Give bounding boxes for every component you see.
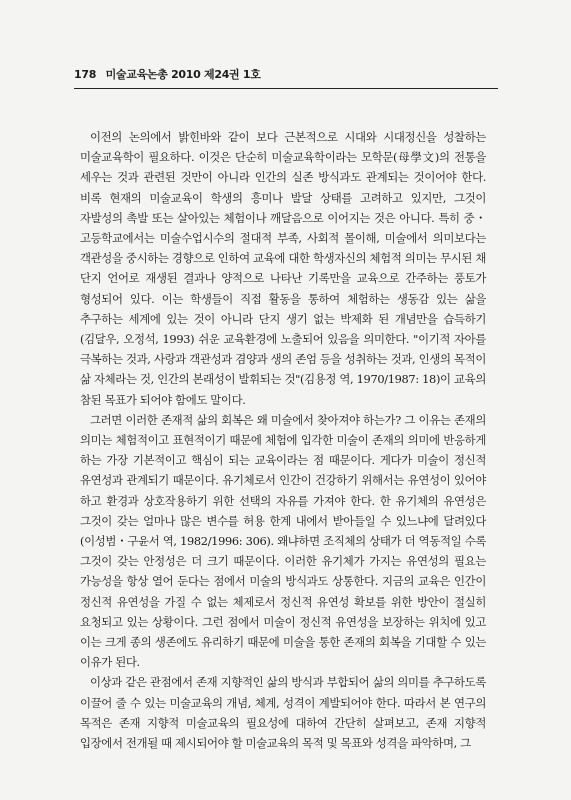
paragraph-3: 이상과 같은 관점에서 존재 지향적인 삶의 방식과 부합되어 삶의 의미를 추구하도록 이끌어 줄 수 있는 미술교육의 개념, 체계, 성격이 계발되어야 한다. 따라서 본 연구의 목적은 존재 지향적 미술교육의 필요성에 대하여 간단히 살펴보고, 존재 지향적 입장에서 전개될 때 제시되어야 할 미술교육의 목적 및 목표와 성격을 파악하며, 그 bbox=[80, 675, 486, 751]
header-divider bbox=[74, 88, 498, 89]
paragraph-1: 이전의 논의에서 밝힌바와 같이 보다 근본적으로 시대와 시대정신을 성찰하는 미술교육학이 필요하다. 이것은 단순히 미술교육학이라는 모학문(母學文)의 전통을 세우는 것과 관련된 것만이 아니라 인간의 실존 방식과도 관계되는 것이어야 한다. 비록 현재의 미술교육이 학생의 흥미나 발달 상태를 고려하고 있지만, 그것이 자발성의 촉발 또는 살아있는 체험이나 깨달음으로 이어지는 것은 아니다. 특히 중・고등학교에서는 미술수업시수의 절대적 부족, 사회적 몰이해, 미술에서 의미보다는 객관성을 중시하는 경향으로 인하여 교육에 대한 학생자신의 체험적 의미는 무시된 채 단지 언어로 재생된 결과나 양적으로 나타난 기록만을 교육으로 간주하는 풍토가 형성되어 있다. 이는 학생들이 직접 활동을 통하여 체험하는 생동감 있는 삶을 추구하는 세계에 있는 것이 아니라 단지 생기 없는 박제화 된 개념만을 습득하기(김달우, 오정석, 1993) 쉬운 교육환경에 노출되어 있음을 의미한다. "이기적 자아를 극복하는 것과, 사랑과 객관성과 겸양과 생의 존엄 등을 성취하는 것과, 인생의 목적이 삶 자체라는 것, 인간의 본래성이 발휘되는 것"(김용정 역, 1970/1987: 18)이 교육의 참된 목표가 되어야 함에도 말이다. bbox=[80, 130, 486, 407]
body-text bbox=[80, 127, 486, 753]
running-header bbox=[74, 66, 261, 82]
journal-title: 미술교육논총 2010 제24권 1호 bbox=[105, 68, 261, 81]
page-number: 178 bbox=[74, 68, 97, 81]
paragraph-2: 그러면 이러한 존재적 삶의 회복은 왜 미술에서 찾아져야 하는가? 그 이유는 존재의 의미는 체험적이고 표현적이기 때문에 체험에 입각한 미술이 존재의 의미에 반응하게 하는 가장 기본적이고 핵심이 되는 교육이라는 점 때문이다. 게다가 미술이 정신적 유연성과 관계되기 때문이다. 유기체로서 인간이 건강하기 위해서는 유연성이 있어야 하고 환경과 상호작용하기 위한 선택의 자유를 가져야 한다. 한 유기체의 유연성은 그것이 갖는 얼마나 많은 변수를 허용 한계 내에서 받아들일 수 있느냐에 달려있다(이성범・구윤서 역, 1982/1996: 306). 왜냐하면 조직체의 상태가 더 역동적일 수록 그것이 갖는 안정성은 더 크기 때문이다. 이러한 유기체가 가지는 유연성의 필요는 가능성을 항상 열어 둔다는 점에서 미술의 방식과도 상통한다. 지금의 교육은 인간이 정신적 유연성을 가질 수 없는 체제로서 정신적 유연성 확보를 위한 방안이 절실히 요청되고 있는 상황이다. 그런 점에서 미술이 정신적 유연성을 보장하는 위치에 있고 이는 크게 종의 생존에도 유리하기 때문에 미술을 통한 존재의 회복을 기대할 수 있는 이유가 된다. bbox=[80, 412, 486, 670]
